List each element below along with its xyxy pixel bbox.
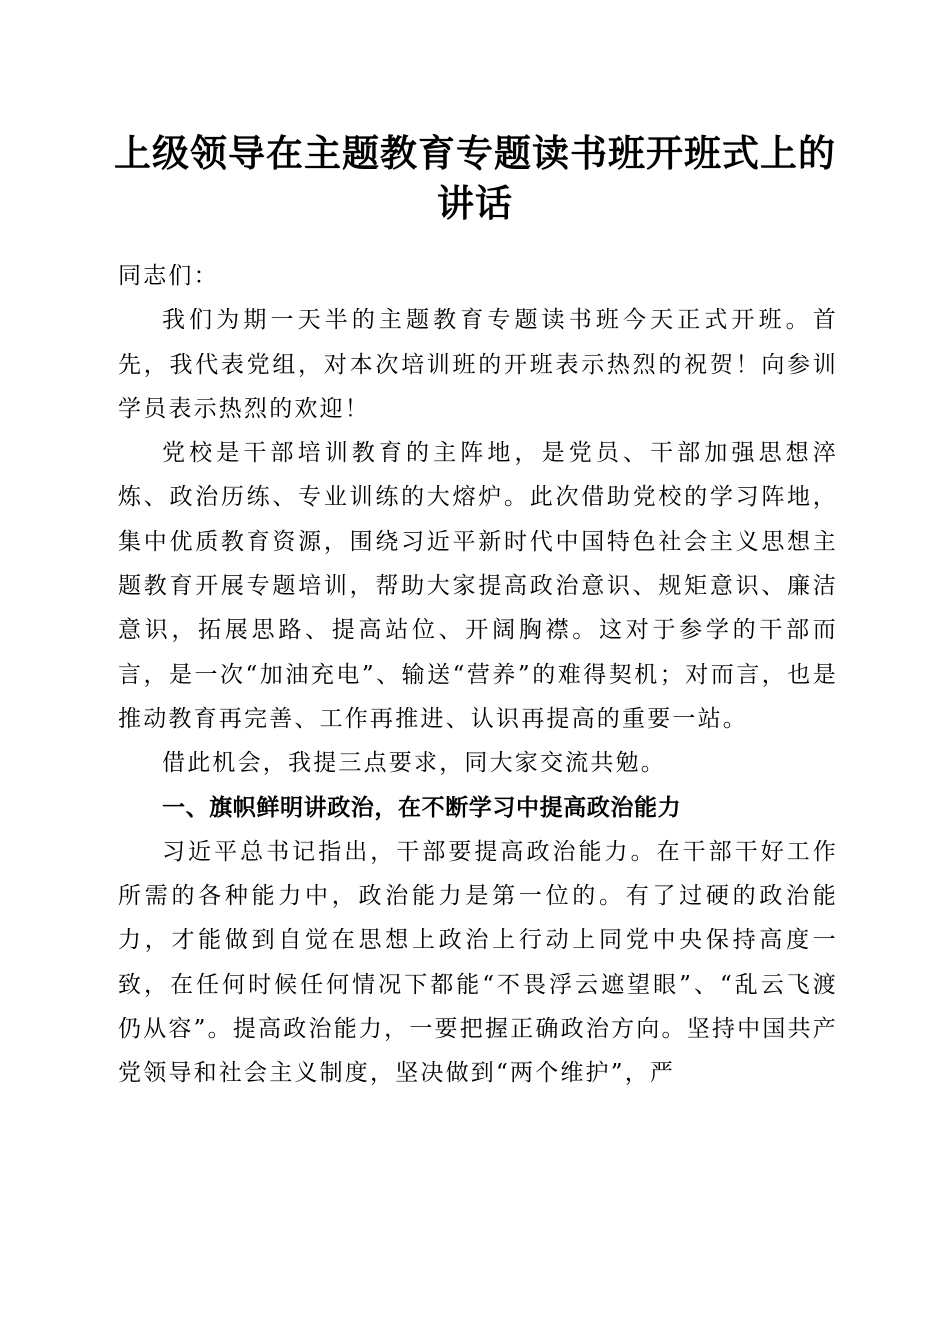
document-title: 上级领导在主题教育专题读书班开班式上的讲话: [114, 131, 836, 225]
paragraph-section-1: 习近平总书记指出，干部要提高政治能力。在干部干好工作所需的各种能力中，政治能力是第一位的。有了过硬的政治能力，才能做到自觉在思想上政治上行动上同党中央保持高度一致，在任何时候任何情况下都能“不畏浮云遮望眼”、“乱云飞渡仍从容”。提高政治能力，一要把握正确政治方向。坚持中国共产党领导和社会主义制度，坚决做到“两个维护”，严: [118, 838, 838, 1087]
document-body: [118, 254, 838, 1096]
paragraph-requirements-intro: 借此机会，我提三点要求，同大家交流共勉。: [162, 750, 666, 777]
salutation: 同志们：: [118, 263, 219, 289]
paragraph-opening: 我们为期一天半的主题教育专题读书班今天正式开班。首先，我代表党组，对本次培训班的开班表示热烈的祝贺！向参训学员表示热烈的欢迎！: [118, 307, 838, 422]
section-heading-1: 一、旗帜鲜明讲政治，在不断学习中提高政治能力: [162, 794, 682, 821]
paragraph-party-school: 党校是干部培训教育的主阵地，是党员、干部加强思想淬炼、政治历练、专业训练的大熔炉。此次借助党校的学习阵地，集中优质教育资源，围绕习近平新时代中国特色社会主义思想主题教育开展专题培训，帮助大家提高政治意识、规矩意识、廉洁意识，拓展思路、提高站位、开阔胸襟。这对于参学的干部而言，是一次“加油充电”、输送“营养”的难得契机；对而言，也是推动教育再完善、工作再推进、认识再提高的重要一站。: [118, 440, 838, 732]
